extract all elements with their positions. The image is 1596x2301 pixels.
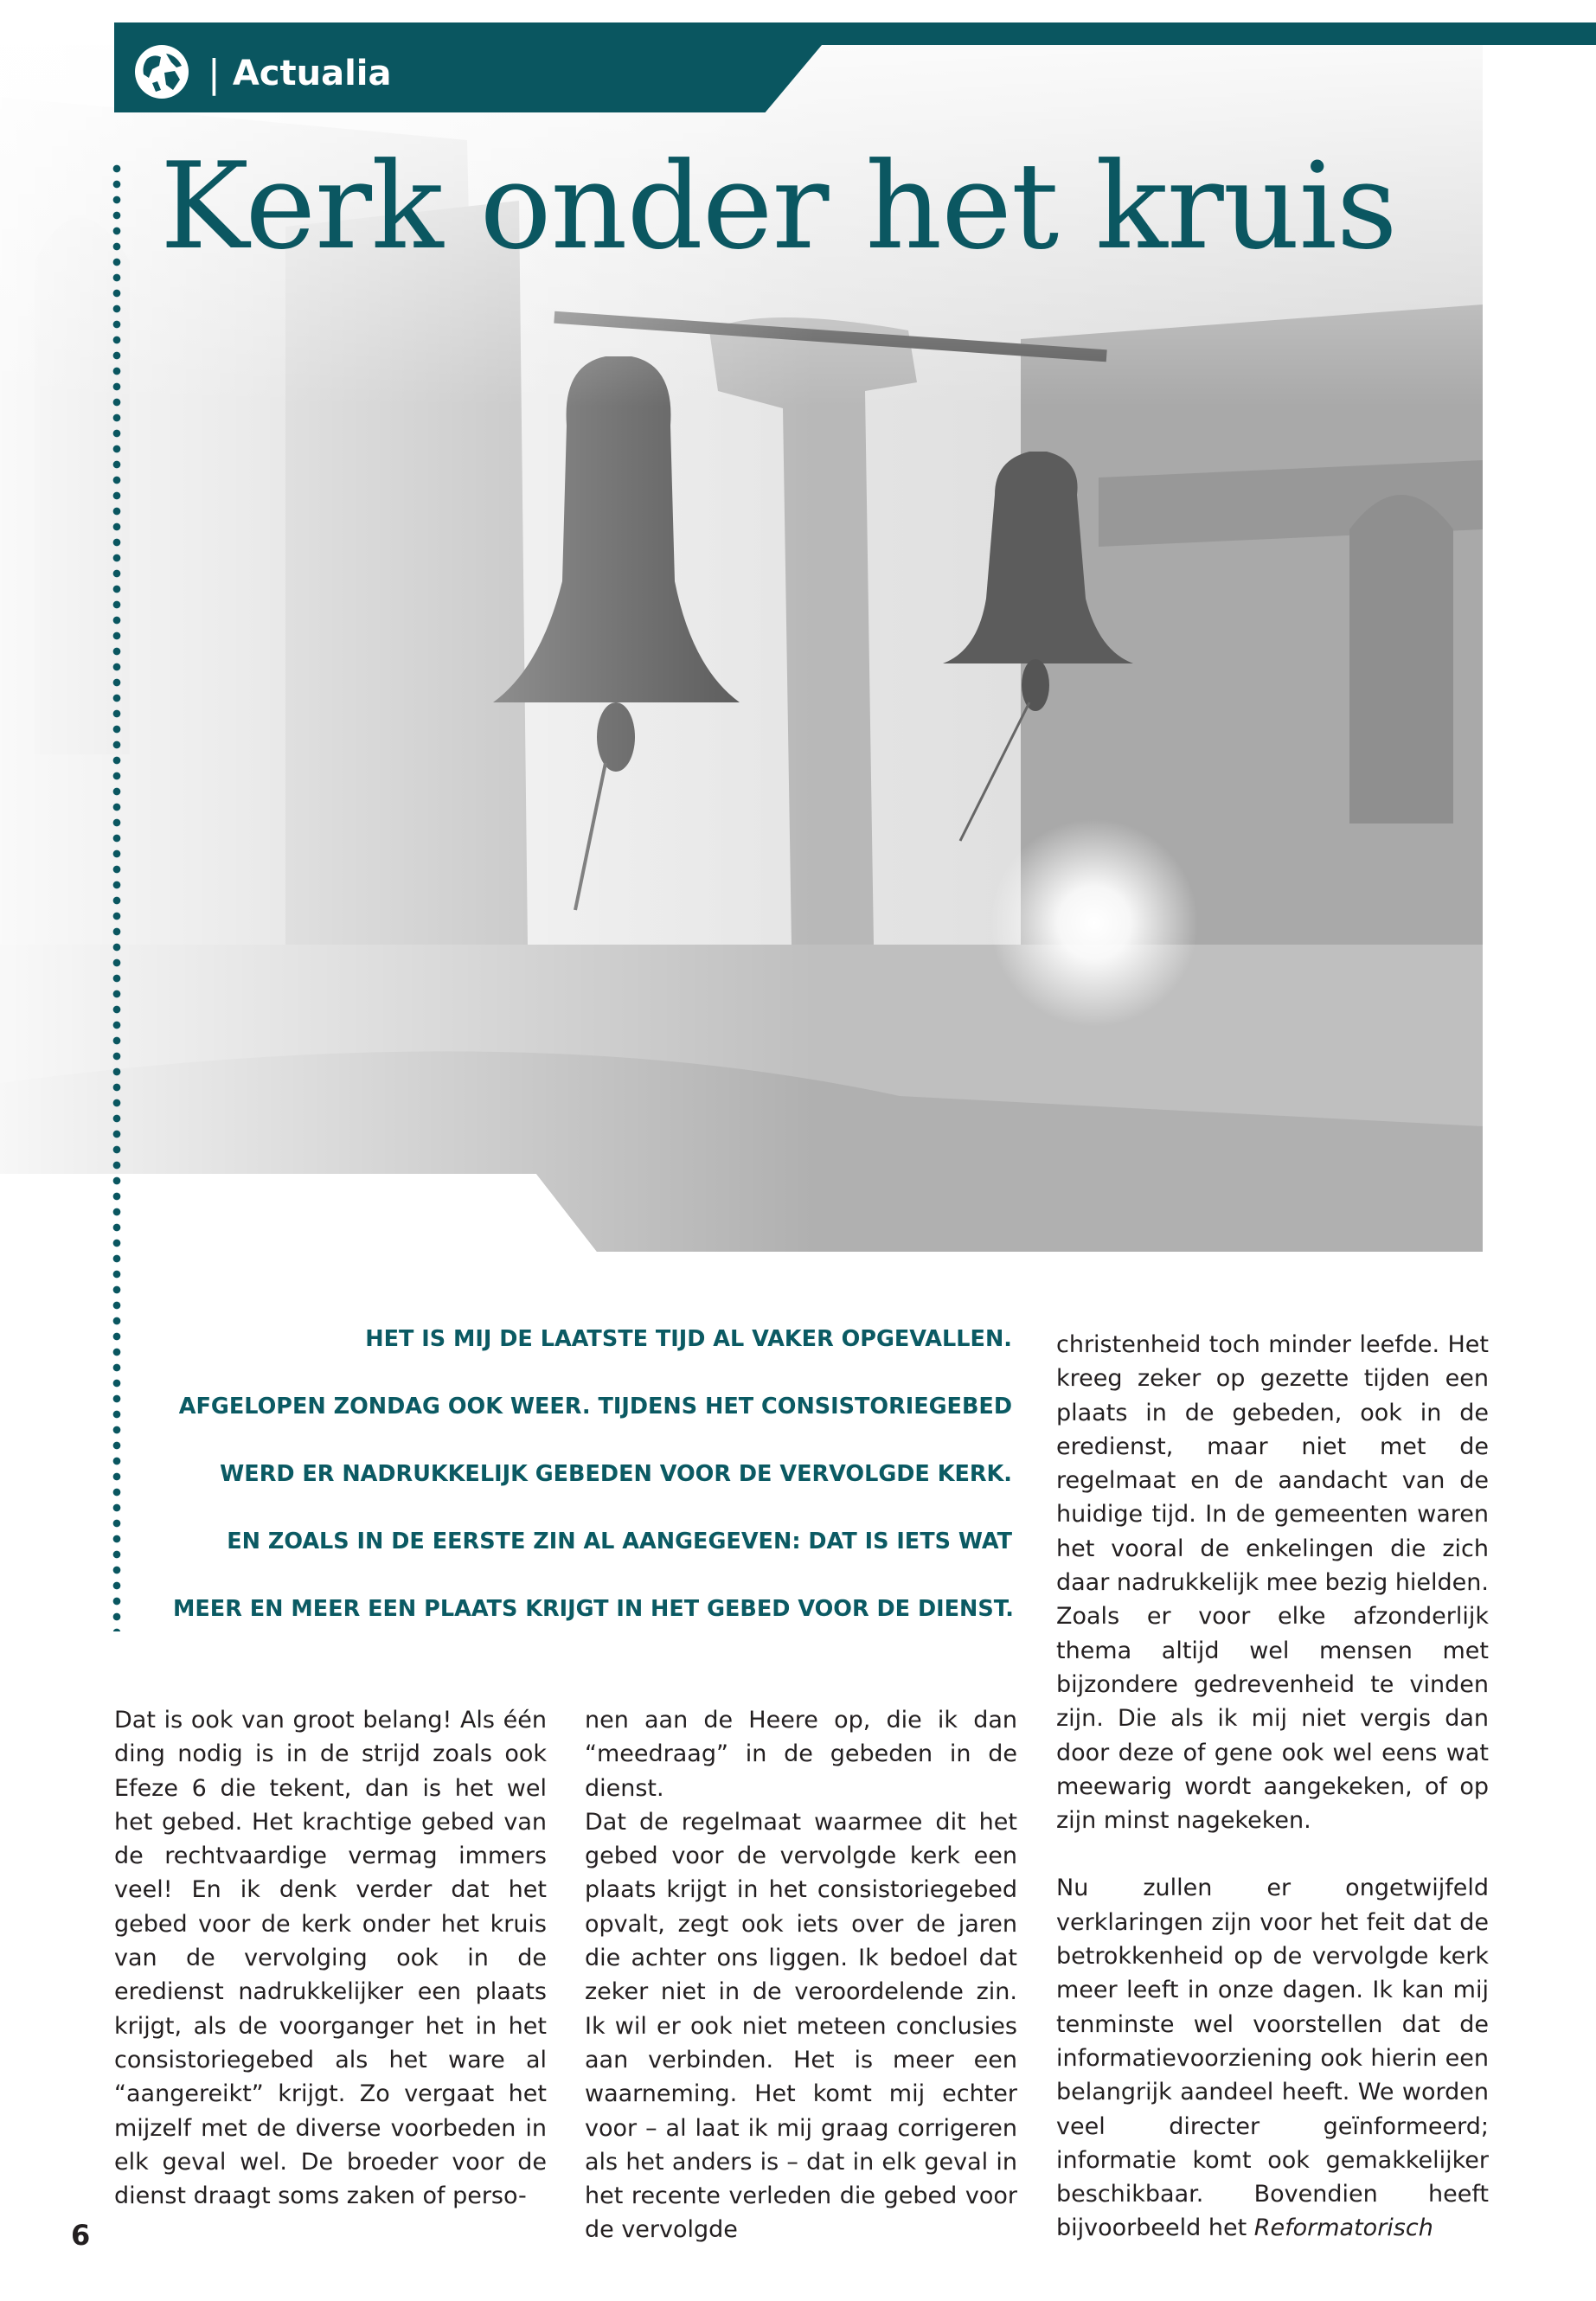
page-number: 6 — [71, 2219, 91, 2252]
section-header — [208, 43, 392, 104]
body-column-3 — [1056, 1328, 1489, 2246]
globe-icon — [131, 42, 192, 102]
lead-line: AFGELOPEN ZONDAG OOK WEER. TIJDENS HET CONSISTORIEGEBED — [178, 1394, 1012, 1420]
body-paragraph — [1056, 1871, 1489, 2245]
lead-line: WERD ER NADRUKKELIJK GEBEDEN VOOR DE VERVOLGDE KERK. — [220, 1461, 1012, 1487]
dotted-rule — [112, 161, 122, 1631]
section-label: Actualia — [232, 54, 392, 93]
section-separator: | — [208, 51, 221, 96]
lead-line: EN ZOALS IN DE EERSTE ZIN AL AANGEGEVEN: DAT IS IETS WAT — [227, 1529, 1012, 1554]
article-lead — [173, 1322, 1012, 1659]
body-paragraph: christenheid toch minder leefde. Het kreeg zeker op gezette tijden een plaats in de gebeden, ook in de eredienst, maar niet met de regelmaat en de aandacht van de huidige tijd. In de gemeenten waren het vooral de enkelingen die zich daar nadrukkelijk mee bezig hielden. Zoals er voor elke afzonderlijk thema altijd wel mensen met bijzondere gedrevenheid te vinden zijn. Die als ik mij niet vergis dan door deze of gene ook wel eens wat meewarig wordt aangekeken, of op zijn minst nagekeken. — [1056, 1331, 1489, 1835]
body-paragraph: nen aan de Heere op, die ik dan “meedraag” in de gebeden in de dienst. — [585, 1707, 1017, 1802]
body-paragraph: Dat is ook van groot belang! Als één ding nodig is in de strijd zoals ook Efeze 6 die tekent, dan is het wel het gebed. Het krachtige gebed van de rechtvaardige vermag immers veel! En ik denk verder dat het gebed voor de kerk onder het kruis van de vervolging ook in de eredienst nadrukkelijker een plaats krijgt, als de voorganger het in het consistoriegebed als het ware al “aangereikt” krijgt. Zo vergaat het mijzelf met de diverse voorbeden in elk geval wel. De broeder voor de dienst draagt soms zaken of perso- — [114, 1707, 547, 2210]
body-column-2 — [585, 1703, 1017, 2247]
publication-name: Reformatorisch — [1253, 2214, 1433, 2242]
lead-line: MEER EN MEER EEN PLAATS KRIJGT IN HET GEBED VOOR DE DIENST. — [173, 1596, 1014, 1622]
body-text: Nu zullen er ongetwijfeld verklaringen zijn voor het feit dat de betrokkenheid op de vervolgde kerk meer leeft in onze dagen. Ik kan mij tenminste wel voorstellen dat de informatievoorziening ook hierin een belangrijk aandeel heeft. We worden veel directer geïnformeerd; informatie komt ook gemakkelijker beschikbaar. Bovendien heeft bijvoorbeeld het — [1056, 1875, 1489, 2242]
article-title: Kerk onder het kruis — [160, 137, 1397, 276]
lead-line: HET IS MIJ DE LAATSTE TIJD AL VAKER OPGEVALLEN. — [365, 1326, 1012, 1352]
body-column-1 — [114, 1703, 547, 2213]
header-rule — [114, 22, 1596, 45]
body-paragraph: Dat de regelmaat waarmee dit het gebed voor de vervolgde kerk een plaats krijgt in het consistoriegebed opvalt, zegt ook iets over de jaren die achter ons liggen. Ik bedoel dat zeker niet in de veroordelende zin. Ik wil er ook niet meteen conclusies aan verbinden. Het is meer een waarneming. Het komt mij echter voor – al laat ik mij graag corrigeren als het anders is – dat in elk geval in het recente verleden die gebed voor de vervolgde — [585, 1808, 1017, 2244]
